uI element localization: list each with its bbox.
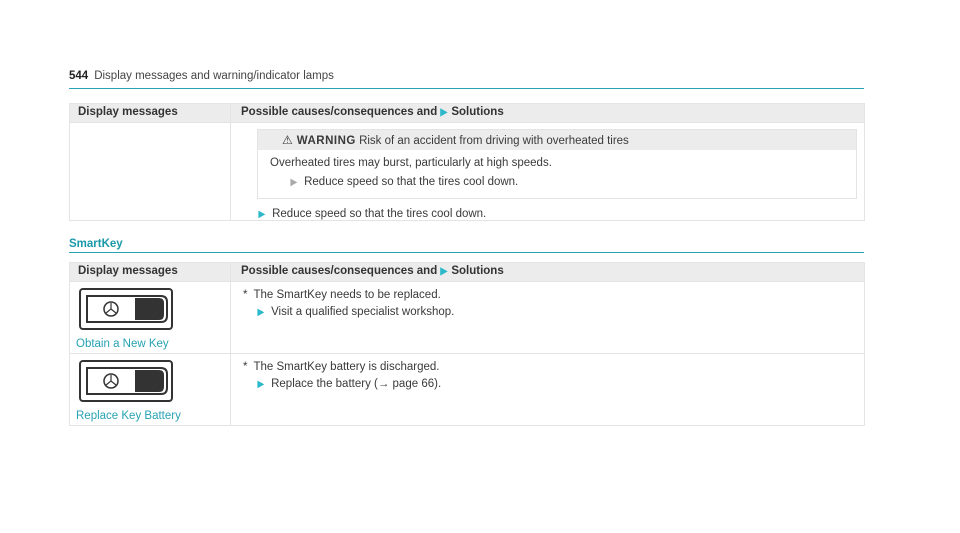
warning-table — [69, 103, 865, 221]
cause-text: The SmartKey battery is discharged. — [253, 361, 440, 373]
smartkey-icon — [79, 288, 173, 330]
solution-arrow-icon: ▶ — [440, 107, 448, 118]
solution-step: Reduce speed so that the tires cool down. — [272, 208, 487, 220]
solution-step: Visit a qualified specialist workshop. — [271, 306, 455, 318]
warning-label: WARNING — [296, 135, 356, 147]
bullet-arrow-icon: ▶ — [290, 177, 298, 188]
table1-col2-header: Possible causes/consequences and ▶ Solutions — [231, 104, 865, 123]
table-row-solution: * The SmartKey battery is discharged. ▶ Replace the battery (→ page 66). — [231, 354, 865, 426]
message-replace-key-battery: Replace Key Battery — [76, 410, 181, 422]
table-row — [70, 282, 231, 354]
page-header-title: Display messages and warning/indicator lamps — [94, 70, 334, 82]
solution-arrow-icon: ▶ — [440, 266, 448, 277]
solution-step-page-ref[interactable]: Replace the battery (→ page 66). — [271, 378, 442, 390]
table1-col1-header: Display messages — [70, 104, 231, 123]
warning-box — [257, 129, 857, 199]
step-arrow-icon: ▶ — [258, 209, 266, 220]
step-arrow-icon: ▶ — [257, 307, 265, 318]
warning-triangle-icon: ⚠ — [282, 133, 293, 147]
table2-col2-header: Possible causes/consequences and ▶ Solutions — [231, 263, 865, 282]
table-row-solution: * The SmartKey needs to be replaced. ▶ Visit a qualified specialist workshop. — [231, 282, 865, 354]
section-title-smartkey: SmartKey — [69, 238, 864, 253]
warning-headline: Risk of an accident from driving with overheated tires — [359, 135, 629, 147]
page-number: 544 — [69, 70, 89, 82]
page-header — [69, 70, 864, 89]
table1-solution-cell — [231, 123, 865, 221]
table-row — [70, 354, 231, 426]
table1-message-cell — [70, 123, 231, 221]
smartkey-icon — [79, 360, 173, 402]
message-obtain-new-key: Obtain a New Key — [76, 338, 169, 350]
warning-body: Overheated tires may burst, particularly at high speeds. — [270, 157, 552, 169]
smartkey-table — [69, 262, 865, 426]
cause-text: The SmartKey needs to be replaced. — [253, 289, 441, 301]
warning-action: Reduce speed so that the tires cool down. — [304, 176, 519, 188]
step-arrow-icon: ▶ — [257, 379, 265, 390]
table2-col1-header: Display messages — [70, 263, 231, 282]
